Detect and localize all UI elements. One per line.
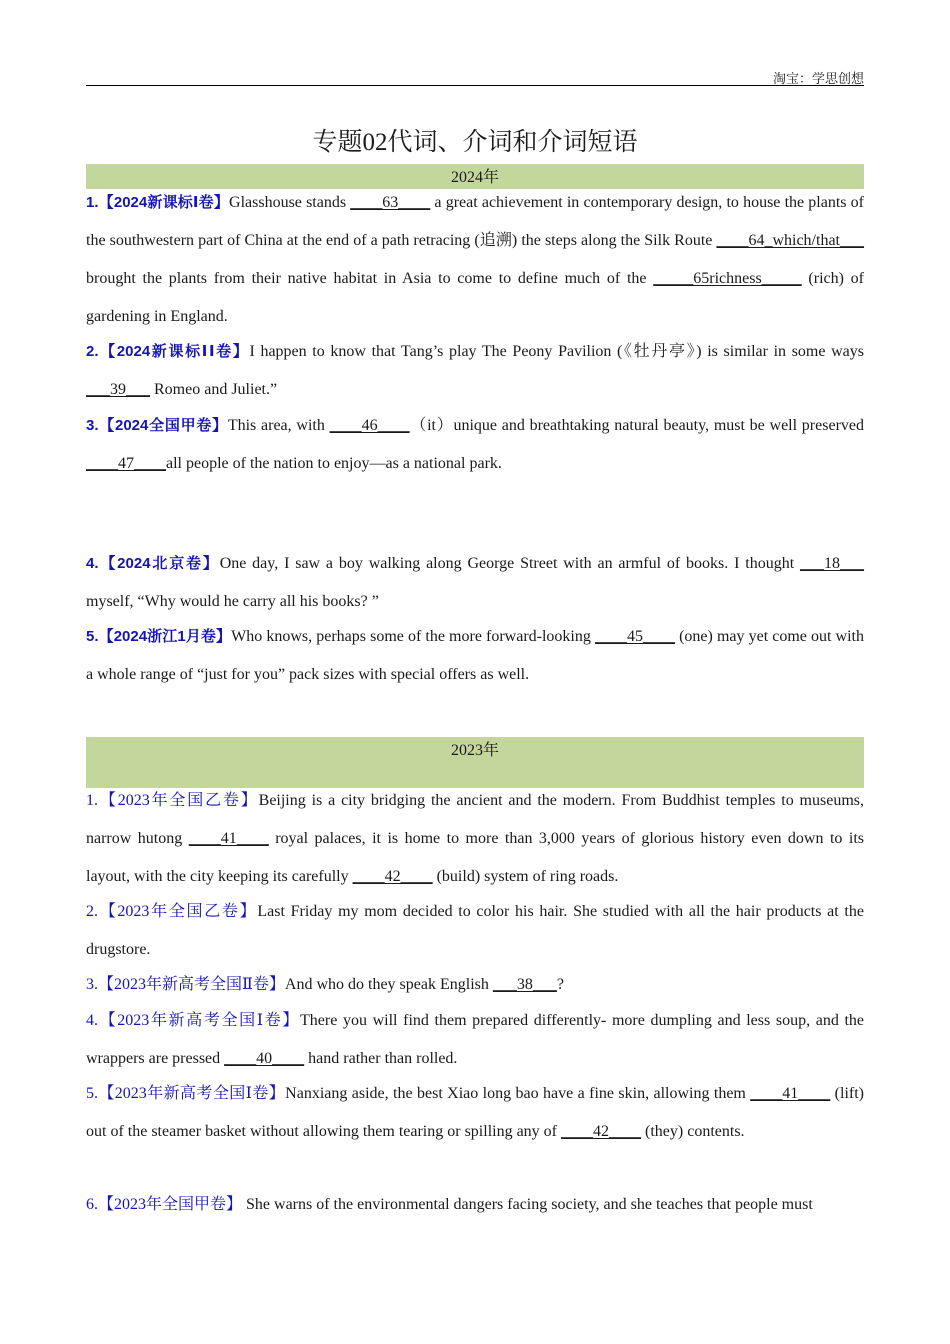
question-source-label: 3.【2023年新高考全国Ⅱ卷】 bbox=[86, 976, 285, 993]
header-note: 淘宝：学思创想 bbox=[772, 71, 864, 86]
question-source-label: 2.【2024新课标ⅠⅠ卷】 bbox=[86, 343, 250, 360]
question-source-label: 5.【2024浙江1月卷】 bbox=[86, 628, 232, 645]
question-2024-2: 2.【2024新课标ⅠⅠ卷】I happen to know that Tang’s play The Peony Pavilion (《牡丹亭》) is similar in some ways ___39___ Romeo and Juliet.” bbox=[86, 343, 864, 398]
answer-blank: ___18___ bbox=[800, 555, 864, 572]
answer-blank: ____63____ bbox=[350, 194, 431, 211]
answer-blank: ____47____ bbox=[86, 455, 166, 472]
answer-blank: ____42____ bbox=[561, 1123, 642, 1140]
question-source-label: 1.【2024新课标Ⅰ卷】 bbox=[86, 194, 230, 211]
question-2023-6: 6.【2023年全国甲卷】 She warns of the environmental dangers facing society, and she teaches that people must bbox=[86, 1196, 813, 1213]
answer-blank: ____46____ bbox=[329, 417, 410, 434]
answer-blank: ____41____ bbox=[188, 830, 269, 847]
question-source-label: 2.【2023年全国乙卷】 bbox=[86, 903, 258, 920]
section-band-2023: 2023年 bbox=[86, 737, 864, 788]
answer-blank: _____65richness_____ bbox=[653, 270, 802, 287]
question-2024-4: 4.【2024北京卷】One day, I saw a boy walking along George Street with an armful of books. I thought ___18___ myself, “Why would he carry all his books? ” bbox=[86, 555, 864, 610]
answer-blank: ___39___ bbox=[86, 381, 150, 398]
answer-blank: ____64_which/that___ bbox=[716, 232, 864, 249]
question-2023-5: 5.【2023年新高考全国Ⅰ卷】Nanxiang aside, the best Xiao long bao have a fine skin, allowing them ____41____ (lift) out of the steamer basket without allowing them tearing or spilling any of ____42____ (they) contents. bbox=[86, 1085, 864, 1140]
answer-blank: ____41____ bbox=[750, 1085, 831, 1102]
question-source-label: 1.【2023年全国乙卷】 bbox=[86, 792, 259, 809]
question-source-label: 4.【2024北京卷】 bbox=[86, 555, 220, 572]
question-source-label: 6.【2023年全国甲卷】 bbox=[86, 1196, 243, 1213]
section-band-2024: 2024年 bbox=[86, 164, 864, 189]
question-2023-4: 4.【2023年新高考全国Ⅰ卷】There you will find them prepared differently- more dumpling and less soup, and the wrappers are pressed ____40____ hand rather than rolled. bbox=[86, 1012, 865, 1067]
answer-blank: ____40____ bbox=[224, 1050, 305, 1067]
question-source-label: 4.【2023年新高考全国Ⅰ卷】 bbox=[86, 1012, 301, 1029]
question-2024-3: 3.【2024全国甲卷】This area, with ____46____（it）unique and breathtaking natural beauty, must be well preserved ____47____all people of the nation to enjoy—as a national park. bbox=[86, 417, 864, 472]
answer-blank: ___38___ bbox=[492, 976, 557, 993]
answer-blank: ____45____ bbox=[594, 628, 675, 645]
page-title: 专题02代词、介词和介词短语 bbox=[312, 129, 638, 156]
header-divider bbox=[86, 85, 864, 86]
question-2023-3: 3.【2023年新高考全国Ⅱ卷】And who do they speak English ___38___? bbox=[86, 976, 564, 993]
question-source-label: 5.【2023年新高考全国Ⅰ卷】 bbox=[86, 1085, 286, 1102]
question-2023-2: 2.【2023年全国乙卷】Last Friday my mom decided to color his hair. She studied with all the hair products at the drugstore. bbox=[86, 903, 864, 958]
question-2023-1: 1.【2023年全国乙卷】Beijing is a city bridging the ancient and the modern. From Buddhist temples to museums, narrow hutong ____41____ royal palaces, it is home to more than 3,000 years of glorious history even down to its layout, with the city keeping its carefully ____42____ (build) system of ring roads. bbox=[86, 792, 864, 885]
question-2024-5: 5.【2024浙江1月卷】Who knows, perhaps some of the more forward-looking ____45____ (one) may yet come out with a whole range of “just for you” pack sizes with special offers as well. bbox=[86, 628, 864, 683]
question-source-label: 3.【2024全国甲卷】 bbox=[86, 417, 228, 434]
answer-blank: ____42____ bbox=[352, 868, 433, 885]
question-2024-1: 1.【2024新课标Ⅰ卷】Glasshouse stands ____63____ a great achievement in contemporary design, to house the plants of the southwestern part of China at the end of a path retracing (追溯) the steps along the Silk Route ____64_which/that___ brought the plants from their native habitat in Asia to come to define much of the _____65richness_____ (rich) of gardening in England. bbox=[86, 194, 865, 325]
